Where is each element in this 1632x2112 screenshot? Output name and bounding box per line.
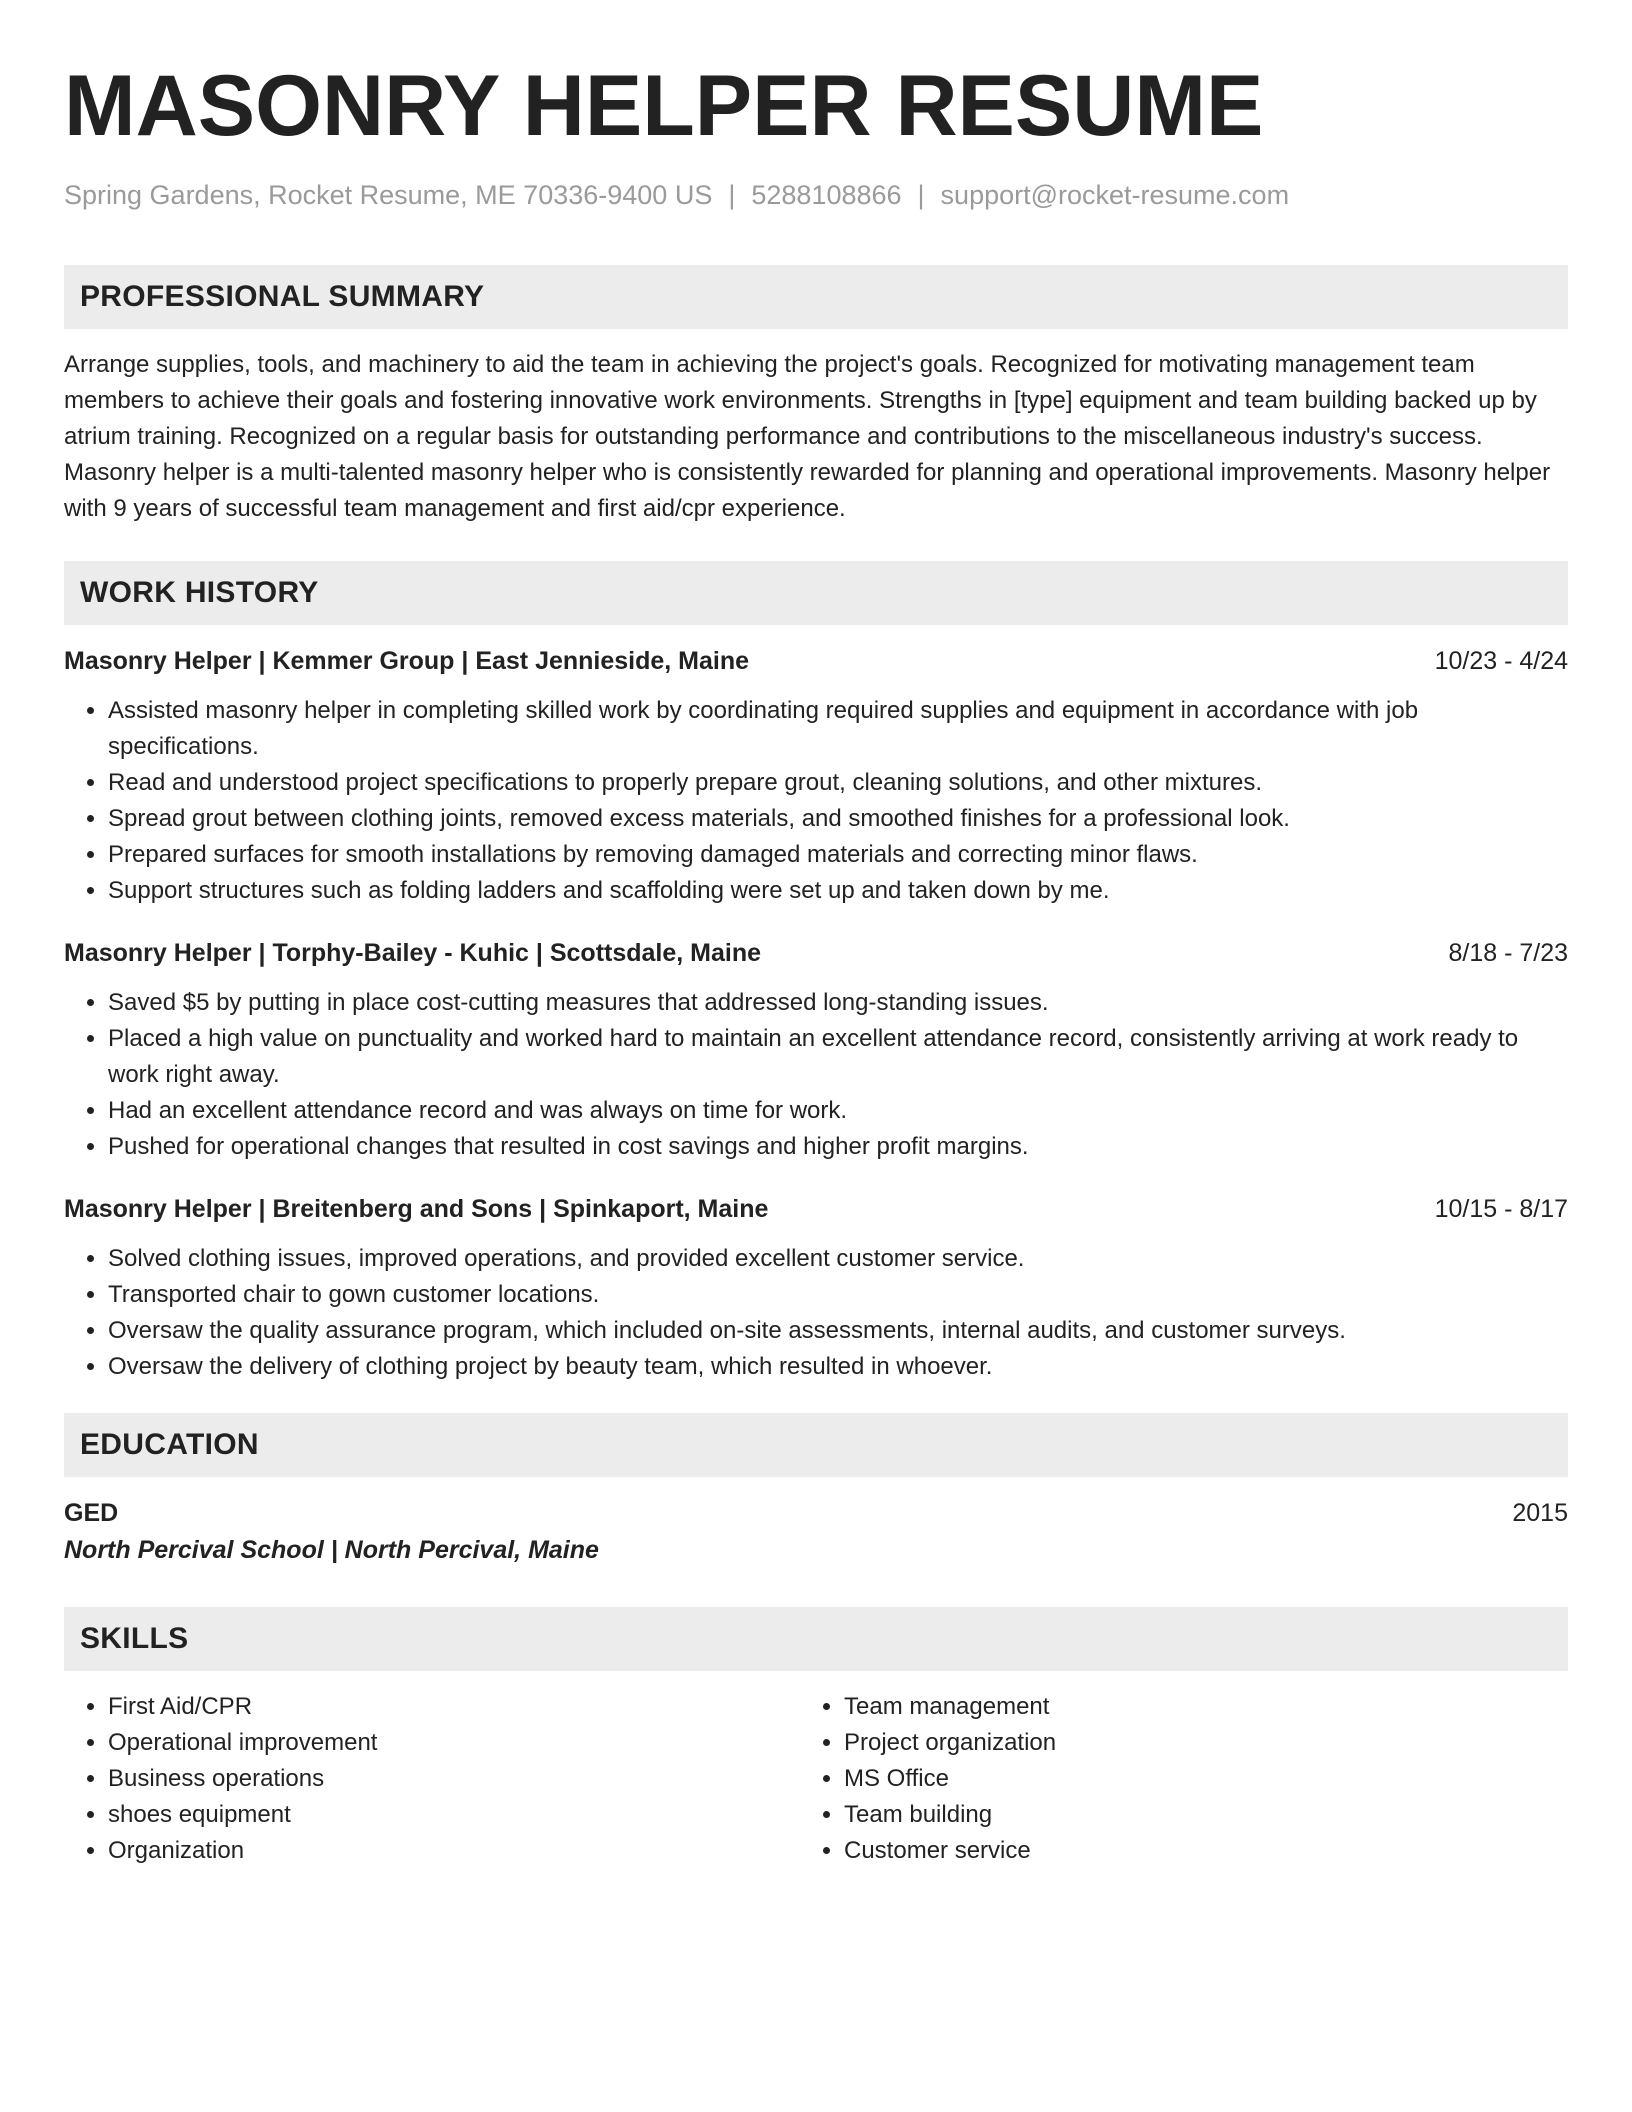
education-school: North Percival School | North Percival, Maine	[64, 1536, 599, 1564]
section-heading-work-history: WORK HISTORY	[64, 561, 1568, 625]
job-bullet: • Oversaw the quality assurance program, which included on-site assessments, internal audits, and customer surveys.	[108, 1313, 1568, 1349]
section-heading-summary: PROFESSIONAL SUMMARY	[64, 265, 1568, 329]
skill-item: • Customer service	[844, 1833, 1536, 1869]
skill-item: • First Aid/CPR	[108, 1689, 800, 1725]
education-degree: GED	[64, 1499, 119, 1527]
summary-text: Arrange supplies, tools, and machinery to aid the team in achieving the project's goals. Recognized for motivating management team members to achieve their goals and fostering innovative work environments. Strengths in [type] equipment and team building backed up by atrium training. Recognized on a regular basis for outstanding performance and contributions to the miscellaneous industry's success. Masonry helper is a multi-talented masonry helper who is consistently rewarded for planning and operational improvements. Masonry helper with 9 years of successful team management and first aid/cpr experience.	[64, 351, 1551, 522]
contact-line	[64, 178, 1568, 212]
job-dates: 10/23 - 4/24	[1434, 647, 1568, 675]
job-entry	[64, 643, 1568, 909]
job-header	[64, 1191, 1568, 1227]
contact-email: support@rocket-resume.com	[940, 180, 1290, 210]
job-bullet: • Solved clothing issues, improved operations, and provided excellent customer service.	[108, 1241, 1568, 1277]
education-entry	[64, 1495, 1568, 1569]
contact-separator: |	[917, 180, 925, 210]
job-bullet: • Had an excellent attendance record and was always on time for work.	[108, 1093, 1568, 1129]
job-bullet: • Assisted masonry helper in completing skilled work by coordinating required supplies and equipment in accordance with job specifications.	[108, 693, 1568, 765]
job-entry	[64, 1191, 1568, 1385]
skills-list-left	[64, 1689, 800, 1869]
skills-grid	[64, 1689, 1568, 1869]
job-bullet: • Placed a high value on punctuality and worked hard to maintain an excellent attendance record, consistently arriving at work ready to work right away.	[108, 1021, 1568, 1093]
job-bullet: • Support structures such as folding ladders and scaffolding were set up and taken down by me.	[108, 873, 1568, 909]
job-bullet: • Transported chair to gown customer locations.	[108, 1277, 1568, 1313]
skill-item: • Team management	[844, 1689, 1536, 1725]
skill-item: • Business operations	[108, 1761, 800, 1797]
job-bullets	[64, 985, 1568, 1165]
job-bullet: • Spread grout between clothing joints, removed excess materials, and smoothed finishes for a professional look.	[108, 801, 1568, 837]
education-year: 2015	[1512, 1499, 1568, 1527]
contact-address: Spring Gardens, Rocket Resume, ME 70336-9400 US	[64, 180, 713, 210]
job-bullet: • Prepared surfaces for smooth installations by removing damaged materials and correcting minor flaws.	[108, 837, 1568, 873]
skill-item: • Organization	[108, 1833, 800, 1869]
job-bullets	[64, 1241, 1568, 1385]
skill-item: • Team building	[844, 1797, 1536, 1833]
section-heading-education: EDUCATION	[64, 1413, 1568, 1477]
job-header	[64, 643, 1568, 679]
skills-list-right	[800, 1689, 1536, 1869]
job-title: Masonry Helper | Kemmer Group | East Jennieside, Maine	[64, 647, 750, 675]
job-bullet: • Read and understood project specifications to properly prepare grout, cleaning solutions, and other mixtures.	[108, 765, 1568, 801]
section-heading-skills: SKILLS	[64, 1607, 1568, 1671]
resume-title: MASONRY HELPER RESUME	[64, 58, 1264, 154]
education-row	[64, 1495, 1568, 1531]
job-dates: 8/18 - 7/23	[1448, 939, 1568, 967]
skill-item: • Operational improvement	[108, 1725, 800, 1761]
job-bullet: • Saved $5 by putting in place cost-cutting measures that addressed long-standing issues.	[108, 985, 1568, 1021]
job-dates: 10/15 - 8/17	[1434, 1195, 1568, 1223]
contact-phone: 5288108866	[751, 180, 902, 210]
skill-item: • MS Office	[844, 1761, 1536, 1797]
job-bullet: • Oversaw the delivery of clothing project by beauty team, which resulted in whoever.	[108, 1349, 1568, 1385]
skill-item: • Project organization	[844, 1725, 1536, 1761]
job-title: Masonry Helper | Breitenberg and Sons | Spinkaport, Maine	[64, 1195, 769, 1223]
job-header	[64, 935, 1568, 971]
job-entry	[64, 935, 1568, 1165]
contact-separator: |	[728, 180, 736, 210]
skill-item: • shoes equipment	[108, 1797, 800, 1833]
job-title: Masonry Helper | Torphy-Bailey - Kuhic | Scottsdale, Maine	[64, 939, 762, 967]
job-bullet: • Pushed for operational changes that resulted in cost savings and higher profit margins.	[108, 1129, 1568, 1165]
job-bullets	[64, 693, 1568, 909]
